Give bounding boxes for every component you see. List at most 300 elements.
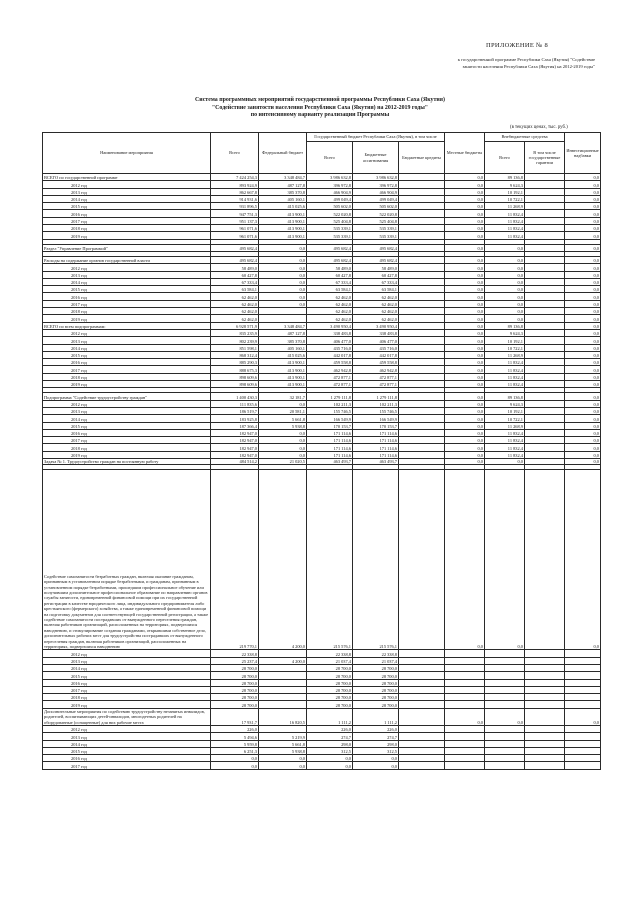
value-cell	[485, 733, 525, 740]
value-cell	[399, 407, 445, 414]
value-cell: 0,0	[565, 422, 601, 429]
value-cell: 62 462,0	[307, 300, 353, 307]
value-cell	[399, 293, 445, 300]
value-cell: 0,0	[565, 708, 601, 725]
value-cell: 947 751,3	[211, 210, 259, 217]
value-cell: 484 514,2	[211, 458, 259, 464]
value-cell: 0,0	[445, 444, 485, 451]
value-cell: 0,0	[485, 293, 525, 300]
table-row	[43, 393, 601, 400]
row-label: 2014 год	[43, 415, 211, 422]
value-cell	[399, 225, 445, 232]
value-cell	[399, 174, 445, 181]
value-cell: 499 049,4	[353, 195, 399, 202]
value-cell: 0,0	[565, 373, 601, 380]
value-cell: 312,5	[353, 747, 399, 754]
title-line-2: "Содействие занятости населения Республики Саха (Якутия) на 2012-2019 годы"	[211, 104, 429, 111]
value-cell: 20 581,1	[259, 407, 307, 414]
row-label: ВСЕГО по государственной программе	[43, 174, 211, 181]
value-cell: 487 127,8	[259, 181, 307, 188]
value-cell: 11 832,4	[485, 437, 525, 444]
value-cell: 166 549,9	[307, 415, 353, 422]
value-cell	[525, 400, 565, 407]
value-cell: 215 576,1	[307, 470, 353, 650]
value-cell: 9 624,3	[485, 400, 525, 407]
value-cell: 472 877,1	[307, 381, 353, 388]
value-cell: 5 959,8	[211, 740, 259, 747]
value-cell: 0,0	[565, 315, 601, 322]
value-cell: 0,0	[565, 188, 601, 195]
value-cell	[399, 181, 445, 188]
value-cell: 0,0	[445, 407, 485, 414]
value-cell: 0,0	[485, 271, 525, 278]
table-row	[43, 679, 601, 686]
value-cell: 182 947,0	[211, 451, 259, 458]
value-cell: 89 136,8	[485, 174, 525, 181]
value-cell: 0,0	[565, 271, 601, 278]
value-cell: 6 928 571,9	[211, 322, 259, 329]
col-state-alloc-header: Бюджетные ассигнования	[353, 142, 399, 174]
value-cell: 893 924,9	[211, 181, 259, 188]
value-cell: 0,0	[259, 400, 307, 407]
value-cell	[525, 725, 565, 732]
value-cell	[525, 701, 565, 708]
value-cell: 62 462,0	[353, 315, 399, 322]
value-cell: 495 682,4	[211, 256, 259, 263]
value-cell: 0,0	[485, 256, 525, 263]
value-cell	[399, 444, 445, 451]
value-cell: 11 268,9	[485, 203, 525, 210]
value-cell: 0,0	[259, 755, 307, 762]
table-row	[43, 344, 601, 351]
value-cell: 274,7	[307, 733, 353, 740]
value-cell: 413 900,1	[259, 217, 307, 224]
value-cell	[259, 308, 307, 315]
value-cell: 0,0	[259, 429, 307, 436]
value-cell	[399, 359, 445, 366]
value-cell: 0,0	[259, 444, 307, 451]
value-cell: 0,0	[445, 217, 485, 224]
row-label: 2015 год	[43, 747, 211, 754]
value-cell: 931 896,5	[211, 203, 259, 210]
value-cell	[259, 694, 307, 701]
value-cell	[445, 650, 485, 657]
value-cell: 63 584,1	[307, 286, 353, 293]
table-row	[43, 657, 601, 664]
value-cell: 170 153,7	[307, 422, 353, 429]
value-cell	[445, 733, 485, 740]
row-label: 2015 год	[43, 203, 211, 210]
document-title	[0, 97, 640, 120]
value-cell: 0,0	[565, 174, 601, 181]
value-cell	[399, 337, 445, 344]
value-cell: 525 404,8	[307, 217, 353, 224]
table-row	[43, 300, 601, 307]
value-cell	[525, 437, 565, 444]
value-cell: 0,0	[565, 366, 601, 373]
row-label: 2015 год	[43, 422, 211, 429]
value-cell: 413 900,1	[259, 232, 307, 239]
value-cell: 11 268,9	[485, 422, 525, 429]
value-cell: 0,0	[445, 422, 485, 429]
value-cell: 0,0	[445, 337, 485, 344]
value-cell	[399, 344, 445, 351]
value-cell: 0,0	[485, 286, 525, 293]
value-cell: 0,0	[445, 708, 485, 725]
value-cell	[485, 664, 525, 671]
value-cell: 413 900,1	[259, 381, 307, 388]
col-offbudget-incl-header: В том числе государственные гарантии	[525, 142, 565, 174]
value-cell: 11 832,4	[485, 217, 525, 224]
row-label: 2017 год	[43, 437, 211, 444]
value-cell: 338 483,8	[353, 329, 399, 336]
value-cell: 535 339,1	[307, 232, 353, 239]
value-cell	[485, 686, 525, 693]
value-cell	[525, 188, 565, 195]
value-cell: 0,0	[211, 762, 259, 769]
value-cell: 396 972,8	[307, 181, 353, 188]
value-cell: 0,0	[445, 244, 485, 251]
value-cell: 0,0	[445, 344, 485, 351]
row-label: Дополнительные мероприятия по содействию трудоустройству незанятых инвалидов, родителей, воспитывающих детей-инвалидов, многодетных родителей на оборудованные (оснащенные) для них рабочие места	[43, 708, 211, 725]
value-cell: 3 490 950,4	[353, 322, 399, 329]
value-cell: 413 900,1	[259, 359, 307, 366]
value-cell	[525, 708, 565, 725]
value-cell: 0,0	[485, 264, 525, 271]
value-cell	[399, 264, 445, 271]
table-row	[43, 444, 601, 451]
value-cell: 28 700,0	[211, 686, 259, 693]
table-row	[43, 366, 601, 373]
value-cell	[525, 470, 565, 650]
value-cell: 0,0	[445, 181, 485, 188]
value-cell	[485, 740, 525, 747]
value-cell	[399, 686, 445, 693]
value-cell: 951 137,3	[211, 217, 259, 224]
value-cell: 0,0	[259, 300, 307, 307]
value-cell	[259, 672, 307, 679]
value-cell: 3 348 484,7	[259, 174, 307, 181]
value-cell: 0,0	[565, 470, 601, 650]
value-cell: 0,0	[445, 437, 485, 444]
value-cell: 961 071,6	[211, 232, 259, 239]
value-cell: 171 114,6	[353, 429, 399, 436]
value-cell: 0,0	[445, 351, 485, 358]
value-cell: 62 462,0	[353, 293, 399, 300]
row-label: 2018 год	[43, 308, 211, 315]
value-cell	[565, 740, 601, 747]
value-cell: 0,0	[445, 359, 485, 366]
value-cell	[399, 657, 445, 664]
value-cell: 58 489,0	[307, 264, 353, 271]
value-cell	[399, 203, 445, 210]
value-cell: 60 427,8	[211, 271, 259, 278]
value-cell	[399, 708, 445, 725]
value-cell: 4 200,0	[259, 470, 307, 650]
value-cell: 67 333,4	[211, 278, 259, 285]
value-cell: 274,7	[353, 733, 399, 740]
value-cell: 472 877,1	[353, 381, 399, 388]
value-cell	[399, 725, 445, 732]
value-cell: 60 427,8	[307, 271, 353, 278]
table-row	[43, 217, 601, 224]
value-cell: 0,0	[565, 232, 601, 239]
value-cell: 89 136,8	[485, 393, 525, 400]
value-cell: 7 424 254,3	[211, 174, 259, 181]
table-row	[43, 664, 601, 671]
value-cell	[525, 322, 565, 329]
value-cell	[399, 217, 445, 224]
row-label: 2012 год	[43, 725, 211, 732]
value-cell	[525, 407, 565, 414]
value-cell	[399, 672, 445, 679]
value-cell: 182 947,0	[211, 437, 259, 444]
value-cell: 0,0	[353, 762, 399, 769]
row-label: 2016 год	[43, 293, 211, 300]
value-cell: 885 290,3	[211, 359, 259, 366]
value-cell: 62 462,0	[307, 308, 353, 315]
value-cell: 0,0	[445, 195, 485, 202]
value-cell: 11 832,4	[485, 451, 525, 458]
value-cell: 155 746,5	[307, 407, 353, 414]
value-cell: 32 181,7	[259, 393, 307, 400]
value-cell: 22 338,8	[307, 650, 353, 657]
value-cell: 111 835,6	[211, 400, 259, 407]
value-cell: 495 682,4	[307, 244, 353, 251]
value-cell: 406 477,0	[307, 337, 353, 344]
table-row	[43, 278, 601, 285]
value-cell	[525, 329, 565, 336]
table-row	[43, 210, 601, 217]
row-label: 2018 год	[43, 444, 211, 451]
value-cell: 0,0	[259, 286, 307, 293]
value-cell: 10 192,1	[485, 337, 525, 344]
value-cell: 1 279 111,8	[353, 393, 399, 400]
value-cell: 0,0	[485, 458, 525, 464]
value-cell	[399, 762, 445, 769]
value-cell: 463 493,7	[353, 458, 399, 464]
value-cell: 62 462,0	[307, 315, 353, 322]
row-label: 2016 год	[43, 359, 211, 366]
row-label: Расходы на содержание органов государственной власти	[43, 256, 211, 263]
value-cell	[445, 664, 485, 671]
value-cell: 0,0	[565, 407, 601, 414]
row-label: 2019 год	[43, 315, 211, 322]
value-cell: 0,0	[445, 366, 485, 373]
value-cell: 0,0	[565, 264, 601, 271]
row-label: Содействие самозанятости безработных граждан, включая оказание гражданам, признанным в установленном порядке безработными, и гражданам, признанным в установленном порядке безработными, прошедшим профессиональное обучение или получившим дополнительное профессиональное образование по направлению органов службы занятости, единовременной финансовой помощи при их государственной регистрации в качестве юридического лица, индивидуального предпринимателя либо крестьянского (фермерского) хозяйства, а также единовременной финансовой помощи на подготовку документов для соответствующей государственной регистрации, а также содействие самозанятости пострадавших от вынужденного переселения граждан, включая работников организаций, расположенных на территориях, подвергшихся наводнению, и стимулирование создания гражданами, открывшими собственное дело, дополнительных рабочих мест для трудоустройства пострадавших от вынужденного переселения граждан, включая работников организаций, расположенных на территориях, подвергшихся наводнению	[43, 470, 211, 650]
value-cell	[565, 755, 601, 762]
value-cell: 862 667,8	[211, 188, 259, 195]
value-cell: 0,0	[445, 174, 485, 181]
title-line-3: по интенсивному варианту реализации Программы	[250, 112, 390, 118]
table-row	[43, 672, 601, 679]
value-cell	[399, 415, 445, 422]
table-row	[43, 315, 601, 322]
value-cell: 385 370,8	[259, 188, 307, 195]
value-cell: 11 832,4	[485, 429, 525, 436]
value-cell: 28 700,0	[211, 672, 259, 679]
value-cell	[485, 701, 525, 708]
value-cell	[525, 650, 565, 657]
value-cell: 0,0	[565, 429, 601, 436]
value-cell: 0,0	[565, 400, 601, 407]
value-cell: 171 114,6	[307, 437, 353, 444]
value-cell	[445, 686, 485, 693]
value-cell: 0,0	[565, 210, 601, 217]
value-cell	[525, 308, 565, 315]
value-cell: 0,0	[445, 308, 485, 315]
row-label: 2013 год	[43, 271, 211, 278]
value-cell: 0,0	[485, 244, 525, 251]
value-cell: 406 477,0	[353, 337, 399, 344]
table-row	[43, 329, 601, 336]
value-cell	[525, 278, 565, 285]
value-cell: 466 904,9	[353, 188, 399, 195]
value-cell	[399, 701, 445, 708]
value-cell	[525, 429, 565, 436]
row-label: 2012 год	[43, 329, 211, 336]
value-cell	[399, 188, 445, 195]
row-label: 2013 год	[43, 733, 211, 740]
program-measures-table	[42, 132, 601, 770]
value-cell	[525, 747, 565, 754]
value-cell: 0,0	[445, 188, 485, 195]
value-cell	[399, 322, 445, 329]
table-row	[43, 708, 601, 725]
value-cell	[485, 650, 525, 657]
value-cell: 0,0	[565, 244, 601, 251]
value-cell	[399, 329, 445, 336]
value-cell	[525, 271, 565, 278]
value-cell: 0,0	[445, 203, 485, 210]
row-label: 2012 год	[43, 181, 211, 188]
approval-note: к государственной программе Республики Саха (Якутия) "Содействие занятости населения Республики Саха (Якутия) на 2012-2019 годы"	[457, 57, 595, 69]
value-cell	[565, 664, 601, 671]
value-cell	[565, 694, 601, 701]
value-cell: 0,0	[485, 315, 525, 322]
value-cell	[525, 740, 565, 747]
table-row	[43, 701, 601, 708]
table-row	[43, 437, 601, 444]
table-row	[43, 381, 601, 388]
value-cell	[399, 278, 445, 285]
value-cell	[525, 232, 565, 239]
table-row	[43, 195, 601, 202]
value-cell	[525, 393, 565, 400]
value-cell: 182 947,0	[211, 429, 259, 436]
value-cell: 0,0	[565, 225, 601, 232]
value-cell: 62 462,0	[353, 300, 399, 307]
table-row	[43, 650, 601, 657]
value-cell: 0,0	[445, 415, 485, 422]
value-cell: 10 722,1	[485, 344, 525, 351]
value-cell: 495 682,4	[353, 244, 399, 251]
value-cell: 5 938,8	[259, 422, 307, 429]
value-cell	[525, 657, 565, 664]
value-cell	[485, 762, 525, 769]
value-cell: 3 986 632,8	[353, 174, 399, 181]
value-cell: 914 931,6	[211, 195, 259, 202]
value-cell: 405 160,1	[259, 195, 307, 202]
value-cell	[259, 725, 307, 732]
row-label: 2013 год	[43, 337, 211, 344]
row-label: 2019 год	[43, 381, 211, 388]
value-cell	[485, 725, 525, 732]
value-cell: 166 549,9	[353, 415, 399, 422]
value-cell: 0,0	[445, 393, 485, 400]
value-cell: 60 427,8	[353, 271, 399, 278]
row-label: 2019 год	[43, 451, 211, 458]
value-cell	[565, 701, 601, 708]
value-cell: 63 584,1	[211, 286, 259, 293]
value-cell	[525, 694, 565, 701]
value-cell	[445, 740, 485, 747]
value-cell: 459 558,8	[307, 359, 353, 366]
value-cell: 0,0	[259, 264, 307, 271]
value-cell: 3 490 950,4	[307, 322, 353, 329]
value-cell: 0,0	[307, 755, 353, 762]
value-cell: 898 609,6	[211, 381, 259, 388]
value-cell: 186 519,7	[211, 407, 259, 414]
row-label: 2018 год	[43, 225, 211, 232]
value-cell: 405 160,1	[259, 344, 307, 351]
value-cell: 0,0	[353, 755, 399, 762]
value-cell: 11 832,4	[485, 225, 525, 232]
row-label: 2017 год	[43, 300, 211, 307]
value-cell: 0,0	[565, 256, 601, 263]
value-cell	[399, 470, 445, 650]
value-cell	[525, 293, 565, 300]
value-cell: 535 339,1	[353, 232, 399, 239]
value-cell: 3 986 632,8	[307, 174, 353, 181]
value-cell: 0,0	[565, 415, 601, 422]
row-label: Раздел "Управление Программой"	[43, 244, 211, 251]
value-cell: 17 931,7	[211, 708, 259, 725]
value-cell: 0,0	[565, 458, 601, 464]
table-row	[43, 181, 601, 188]
value-cell: 182 947,0	[211, 444, 259, 451]
value-cell: 102 211,3	[307, 400, 353, 407]
value-cell	[399, 422, 445, 429]
value-cell: 5 661,8	[259, 740, 307, 747]
value-cell: 0,0	[565, 203, 601, 210]
value-cell	[399, 664, 445, 671]
table-row	[43, 422, 601, 429]
value-cell: 0,0	[565, 337, 601, 344]
table-row	[43, 762, 601, 769]
value-cell	[485, 694, 525, 701]
table-row	[43, 359, 601, 366]
row-label: ВСЕГО по всем подпрограммам:	[43, 322, 211, 329]
value-cell	[525, 344, 565, 351]
value-cell: 0,0	[307, 762, 353, 769]
value-cell	[525, 381, 565, 388]
value-cell: 21 037,4	[353, 657, 399, 664]
value-cell	[445, 672, 485, 679]
row-label: Задача № 1. Трудоустройство граждан на постоянную работу	[43, 458, 211, 464]
value-cell: 0,0	[565, 359, 601, 366]
value-cell: 5 219,9	[259, 733, 307, 740]
value-cell	[399, 232, 445, 239]
value-cell	[259, 701, 307, 708]
value-cell: 62 462,0	[353, 308, 399, 315]
value-cell: 522 020,8	[307, 210, 353, 217]
value-cell: 10 722,1	[485, 415, 525, 422]
value-cell: 868 312,4	[211, 351, 259, 358]
value-cell: 28 700,0	[211, 679, 259, 686]
appendix-number: ПРИЛОЖЕНИЕ № 8	[486, 42, 548, 49]
